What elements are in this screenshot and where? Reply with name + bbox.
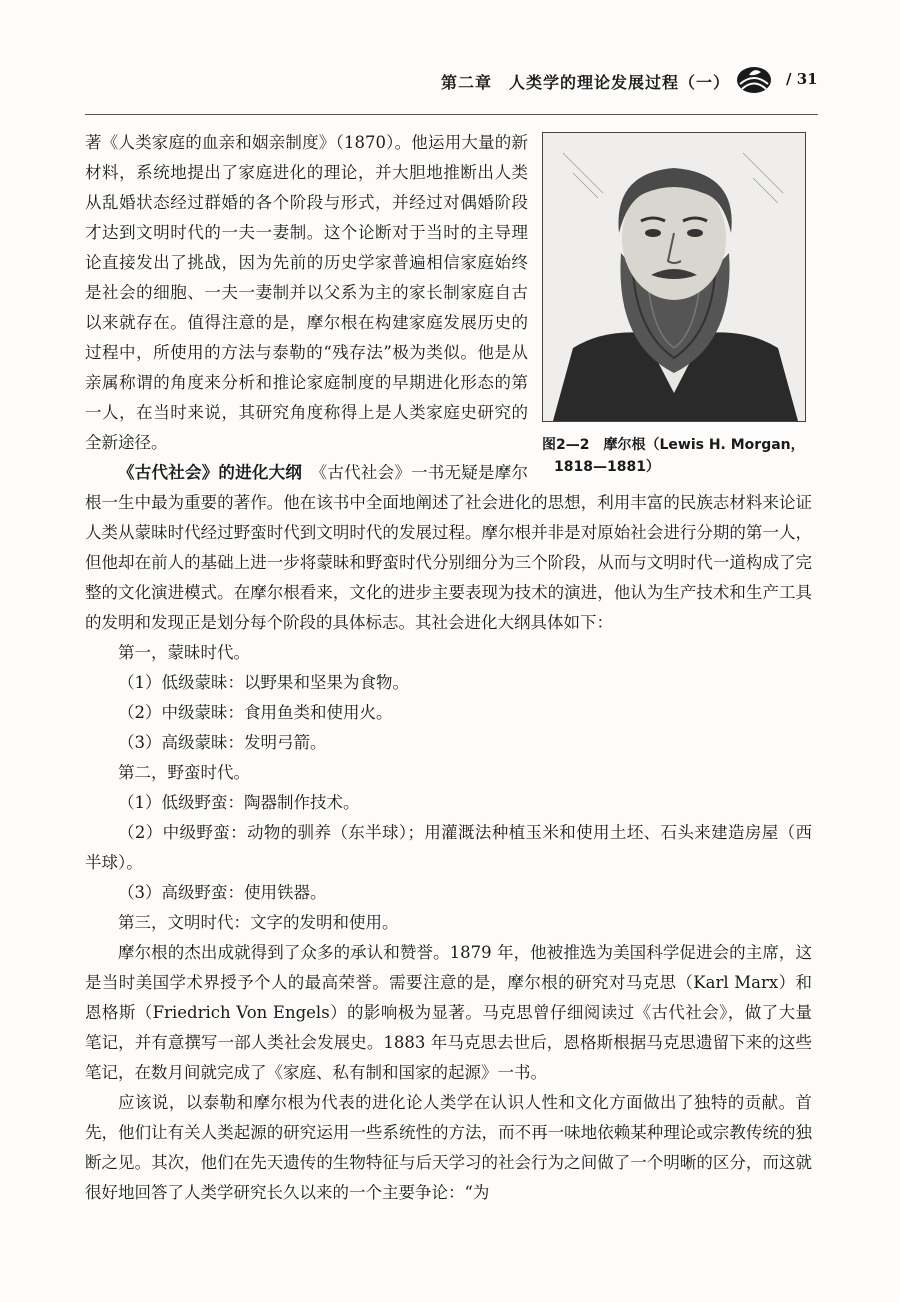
list-item: 第二，野蛮时代。 bbox=[118, 763, 250, 782]
figure-caption-line1: 图2—2 摩尔根（Lewis H. Morgan， bbox=[542, 437, 805, 453]
section-heading: 《古代社会》的进化大纲 bbox=[118, 463, 303, 482]
list-item: （1）低级野蛮：陶器制作技术。 bbox=[118, 793, 360, 812]
figure-caption-line2: 1818—1881） bbox=[554, 459, 660, 475]
chapter-title: 第二章 人类学的理论发展过程（一） bbox=[440, 73, 730, 92]
list-item: （3）高级蒙昧：发明弓箭。 bbox=[118, 733, 327, 752]
paragraph-2 bbox=[85, 458, 812, 638]
paragraph-2-body: 《古代社会》一书无疑是摩尔根一生中最为重要的著作。他在该书中全面地阐述了社会进化的思想，利用丰富的民族志材料来论证人类从蒙昧时代经过野蛮时代到文明时代的发展过程。摩尔根并非是对原始社会进行分期的第一人，但他却在前人的基础上进一步将蒙昧和野蛮时代分别细分为三个阶段，从而与文明时代一道构成了完整的文化演进模式。在摩尔根看来，文化的进步主要表现为技术的演进，他认为生产技术和生产工具的发明和发现正是划分每个阶段的具体标志。其社会进化大纲具体如下： bbox=[85, 463, 812, 632]
portrait-figure bbox=[542, 132, 812, 478]
list-item: （1）低级蒙昧：以野果和坚果为食物。 bbox=[118, 673, 409, 692]
page-number: / 31 bbox=[786, 70, 818, 88]
list-item: （2）中级蒙昧：食用鱼类和使用火。 bbox=[118, 703, 393, 722]
paragraph-3: 摩尔根的杰出成就得到了众多的承认和赞誉。1879 年，他被推选为美国科学促进会的主席，这是当时美国学术界授予个人的最高荣誉。需要注意的是，摩尔根的研究对马克思（Karl Marx）和恩格斯（Friedrich Von Engels）的影响极为显著。马克思曾仔细阅读过《古代社会》，做了大量笔记，并有意撰写一部人类社会发展史。1883 年马克思去世后，恩格斯根据马克思遗留下来的这些笔记，在数月间就完成了《家庭、私有制和国家的起源》一书。 bbox=[85, 943, 812, 1082]
morgan-portrait-image bbox=[542, 132, 806, 422]
header-divider bbox=[85, 114, 818, 115]
list-item: 第一，蒙昧时代。 bbox=[118, 643, 250, 662]
running-header bbox=[0, 60, 900, 100]
paragraph-4: 应该说，以泰勒和摩尔根为代表的进化论人类学在认识人性和文化方面做出了独特的贡献。首先，他们让有关人类起源的研究运用一些系统性的方法，而不再一味地依赖某种理论或宗教传统的独断之见。其次，他们在先天遗传的生物特征与后天学习的社会行为之间做了一个明晰的区分，而这就很好地回答了人类学研究长久以来的一个主要争论：“为 bbox=[85, 1093, 812, 1202]
page-body bbox=[85, 128, 812, 1208]
list-item: （2）中级野蛮：动物的驯养（东半球）；用灌溉法种植玉米和使用土坯、石头来建造房屋（西半球）。 bbox=[85, 823, 812, 872]
book-leaf-logo-icon bbox=[735, 64, 773, 96]
paragraph-1: 著《人类家庭的血亲和姻亲制度》（1870）。他运用大量的新材料，系统地提出了家庭进化的理论，并大胆地推断出人类从乱婚状态经过群婚的各个阶段与形式，并经过对偶婚阶段才达到文明时代的一夫一妻制。这个论断对于当时的主导理论直接发出了挑战，因为先前的历史学家普遍相信家庭始终是社会的细胞、一夫一妻制并以父系为主的家长制家庭自古以来就存在。值得注意的是，摩尔根在构建家庭发展历史的过程中，所使用的方法与泰勒的“残存法”极为类似。他是从亲属称谓的角度来分析和推论家庭制度的早期进化形态的第一人，在当时来说，其研究角度称得上是人类家庭史研究的全新途径。 bbox=[85, 133, 528, 452]
figure-caption bbox=[542, 434, 812, 478]
list-item: （3）高级野蛮：使用铁器。 bbox=[118, 883, 327, 902]
list-item: 第三，文明时代：文字的发明和使用。 bbox=[118, 913, 399, 932]
